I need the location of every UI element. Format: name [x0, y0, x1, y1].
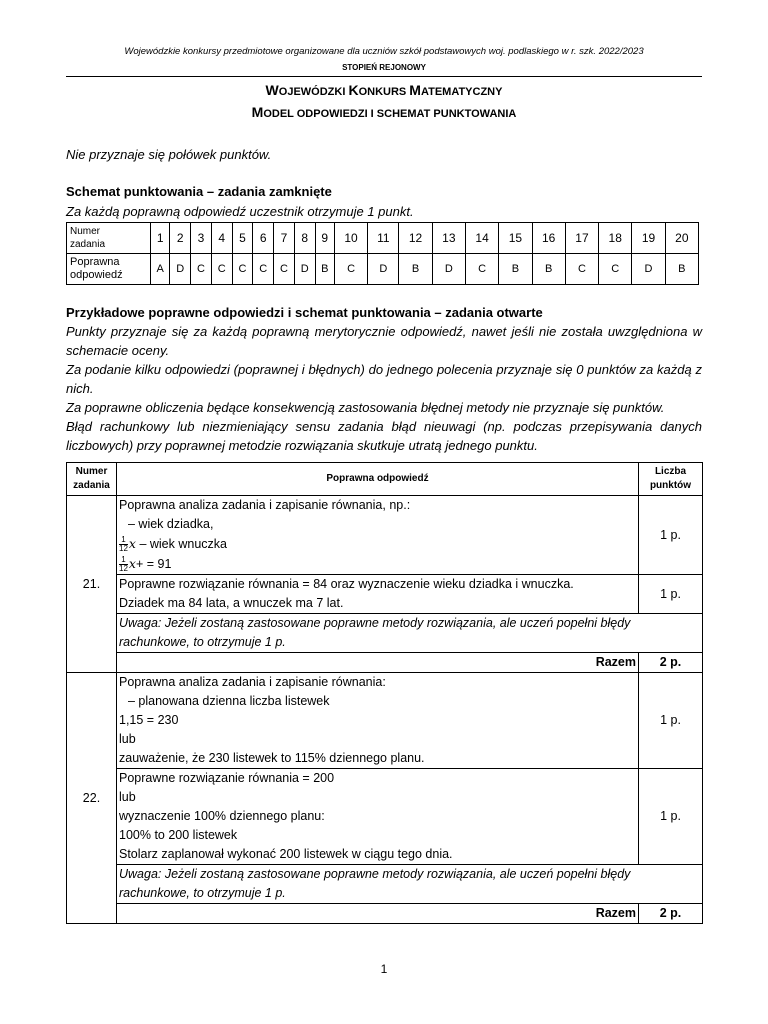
- task-number-cell: 9: [315, 223, 334, 254]
- task-number-cell: 1: [151, 223, 170, 254]
- task22-solution: [117, 769, 639, 865]
- document-title: [0, 82, 768, 98]
- rule-paragraph: Za podanie kilku odpowiedzi (poprawnej i błędnych) do jednego polecenia przyznaje się 0 punktów za każdą z nich.: [66, 362, 702, 396]
- fraction-denominator: 12: [119, 564, 128, 574]
- answer-line-equation: [119, 554, 636, 574]
- answer-cell: C: [191, 254, 212, 285]
- title-initial: W: [265, 82, 279, 98]
- row-label-answer: [67, 254, 151, 285]
- open-tasks-heading: Przykładowe poprawne odpowiedzi i schemat punktowania – zadania otwarte: [66, 305, 543, 320]
- task21-analysis-points: 1 p.: [639, 496, 703, 575]
- answer-line: Stolarz zaplanował wykonać 200 listewek w ciągu tego dnia.: [119, 847, 453, 861]
- task21-total-label: Razem: [117, 653, 639, 673]
- answer-cell: D: [170, 254, 191, 285]
- closed-tasks-subtitle: Za każdą poprawną odpowiedź uczestnik otrzymuje 1 punkt.: [66, 204, 414, 219]
- fraction-denominator: 12: [119, 544, 128, 554]
- task-number-cell: 2: [170, 223, 191, 254]
- answer-line: lub: [119, 732, 136, 746]
- task21-solution: [117, 575, 639, 614]
- task22-analysis-points: 1 p.: [639, 673, 703, 769]
- task21-row-total: [67, 653, 703, 673]
- task-number-cell: 19: [632, 223, 665, 254]
- task-number-cell: 16: [532, 223, 565, 254]
- fraction-one-twelfth: [119, 536, 128, 553]
- header-line: Numer: [75, 466, 108, 477]
- answer-line: wyznaczenie 100% dziennego planu:: [119, 809, 325, 823]
- half-points-note: Nie przyznaje się połówek punktów.: [66, 147, 272, 162]
- answer-cell: C: [565, 254, 598, 285]
- answer-line: Poprawne rozwiązanie równania = 84 oraz wyznaczenie wieku dziadka i wnuczka.: [119, 577, 574, 591]
- task-number-cell: 10: [334, 223, 367, 254]
- task-number-cell: 14: [465, 223, 498, 254]
- col-header-points: [639, 463, 703, 496]
- answer-cell: B: [532, 254, 565, 285]
- rule-paragraph: Punkty przyznaje się za każdą poprawną merytorycznie odpowiedź, nawet jeśli nie została uwzględniona w schemacie oceny.: [66, 324, 702, 358]
- task22-row-analysis: [67, 673, 703, 769]
- task21-row-analysis: [67, 496, 703, 575]
- rule-paragraph: Błąd rachunkowy lub niezmieniający sensu zadania błąd nieuwagi (np. podczas przepisywania danych liczbowych) przy poprawnej metodzie rozwiązania skutkuje utratą jednego punktu.: [66, 419, 702, 453]
- math-variable: x: [128, 556, 136, 571]
- header-line: zadania: [73, 480, 110, 491]
- task-number-cell: 11: [368, 223, 399, 254]
- task22-total-points: 2 p.: [639, 904, 703, 924]
- task21-total-points: 2 p.: [639, 653, 703, 673]
- task21-analysis: [117, 496, 639, 575]
- col-header-answer: Poprawna odpowiedź: [117, 463, 639, 496]
- task21-note: Uwaga: Jeżeli zostaną zastosowane poprawne metody rozwiązania, ale uczeń popełni błędy rachunkowe, to otrzymuje 1 p.: [117, 614, 703, 653]
- title-initial: M: [409, 82, 421, 98]
- answer-cell: C: [334, 254, 367, 285]
- header-line: punktów: [649, 480, 692, 491]
- task22-analysis: [117, 673, 639, 769]
- title-initial: K: [348, 82, 359, 98]
- document-subtitle: [0, 104, 768, 120]
- task-number-row: [67, 223, 699, 254]
- fraction-one-twelfth: [119, 556, 128, 573]
- task21-row-note: [67, 614, 703, 653]
- task22-row-note: [67, 865, 703, 904]
- answer-line: – planowana dzienna liczba listewek: [128, 694, 330, 708]
- task22-row-total: [67, 904, 703, 924]
- header-divider: [66, 76, 702, 77]
- task21-solution-points: 1 p.: [639, 575, 703, 614]
- answer-line: 100% to 200 listewek: [119, 828, 238, 842]
- answer-text: + = 91: [135, 557, 172, 571]
- answer-cell: A: [151, 254, 170, 285]
- title-part: OJEWÓDZKI: [278, 86, 349, 98]
- task22-total-label: Razem: [117, 904, 639, 924]
- answer-line: – wiek dziadka,: [128, 517, 214, 531]
- answer-cell: D: [294, 254, 315, 285]
- answer-line: Poprawna analiza zadania i zapisanie równania, np.:: [119, 498, 411, 512]
- task-number-cell: 5: [232, 223, 253, 254]
- table-header-row: [67, 463, 703, 496]
- label-line: zadania: [70, 239, 106, 250]
- fraction-numerator: 1: [121, 535, 126, 545]
- answer-line-fraction: [119, 534, 636, 554]
- closed-tasks-heading: Schemat punktowania – zadania zamknięte: [66, 184, 332, 199]
- task21-row-solution: [67, 575, 703, 614]
- answer-cell: B: [665, 254, 698, 285]
- header-contest-info: Wojewódzkie konkursy przedmiotowe organizowane dla uczniów szkół podstawowych woj. podlaskiego w r. szk. 2022/2023: [124, 46, 644, 57]
- answer-line: Poprawna analiza zadania i zapisanie równania:: [119, 675, 386, 689]
- task-number-cell: 18: [599, 223, 632, 254]
- answer-cell: D: [432, 254, 465, 285]
- label-line: Poprawna: [70, 256, 120, 268]
- header-line: Liczba: [654, 466, 687, 477]
- math-variable: x: [128, 536, 136, 551]
- answer-cell: C: [253, 254, 274, 285]
- subtitle-initial: M: [251, 104, 264, 120]
- task22-row-solution: [67, 769, 703, 865]
- task-number-cell: 13: [432, 223, 465, 254]
- closed-answers-table: [66, 222, 699, 285]
- answer-cell: B: [399, 254, 432, 285]
- answer-cell: D: [632, 254, 665, 285]
- answer-line: zauważenie, że 230 listewek to 115% dziennego planu.: [119, 751, 425, 765]
- task-number-cell: 8: [294, 223, 315, 254]
- task-number-cell: 20: [665, 223, 698, 254]
- open-tasks-rules: [66, 322, 702, 455]
- answer-line: Poprawne rozwiązanie równania = 200: [119, 771, 335, 785]
- task22-number: 22.: [67, 673, 117, 924]
- answer-line: Dziadek ma 84 lata, a wnuczek ma 7 lat.: [119, 596, 344, 610]
- fraction-numerator: 1: [121, 555, 126, 565]
- answer-cell: B: [499, 254, 532, 285]
- task-number-cell: 6: [253, 223, 274, 254]
- answer-cell: C: [211, 254, 232, 285]
- task22-solution-points: 1 p.: [639, 769, 703, 865]
- header-stage: STOPIEŃ REJONOWY: [342, 63, 426, 72]
- label-line: odpowiedź: [70, 269, 123, 281]
- task22-note: Uwaga: Jeżeli zostaną zastosowane poprawne metody rozwiązania, ale uczeń popełni błędy rachunkowe, to otrzymuje 1 p.: [117, 865, 703, 904]
- answer-cell: D: [368, 254, 399, 285]
- title-part: ATEMATYCZNY: [420, 86, 503, 98]
- col-header-task-number: [67, 463, 117, 496]
- answer-row: [67, 254, 699, 285]
- label-line: Numer: [70, 226, 101, 237]
- answer-cell: C: [465, 254, 498, 285]
- row-label-task-number: [67, 223, 151, 254]
- subtitle-part: ODEL ODPOWIEDZI I SCHEMAT PUNKTOWANIA: [263, 108, 517, 120]
- open-answers-table: [66, 462, 703, 924]
- answer-cell: C: [599, 254, 632, 285]
- answer-cell: C: [274, 254, 295, 285]
- task21-number: 21.: [67, 496, 117, 673]
- rule-paragraph: Za poprawne obliczenia będące konsekwencją zastosowania błędnej metody nie przyznaje się punktów.: [66, 400, 665, 415]
- page-number: 1: [380, 962, 388, 976]
- answer-line: 1,15 = 230: [119, 713, 179, 727]
- task-number-cell: 7: [274, 223, 295, 254]
- answer-cell: C: [232, 254, 253, 285]
- answer-text: – wiek wnuczka: [135, 537, 227, 551]
- task-number-cell: 15: [499, 223, 532, 254]
- answer-cell: B: [315, 254, 334, 285]
- task-number-cell: 3: [191, 223, 212, 254]
- task-number-cell: 12: [399, 223, 432, 254]
- task-number-cell: 17: [565, 223, 598, 254]
- task-number-cell: 4: [211, 223, 232, 254]
- title-part: ONKURS: [358, 86, 410, 98]
- answer-line: lub: [119, 790, 136, 804]
